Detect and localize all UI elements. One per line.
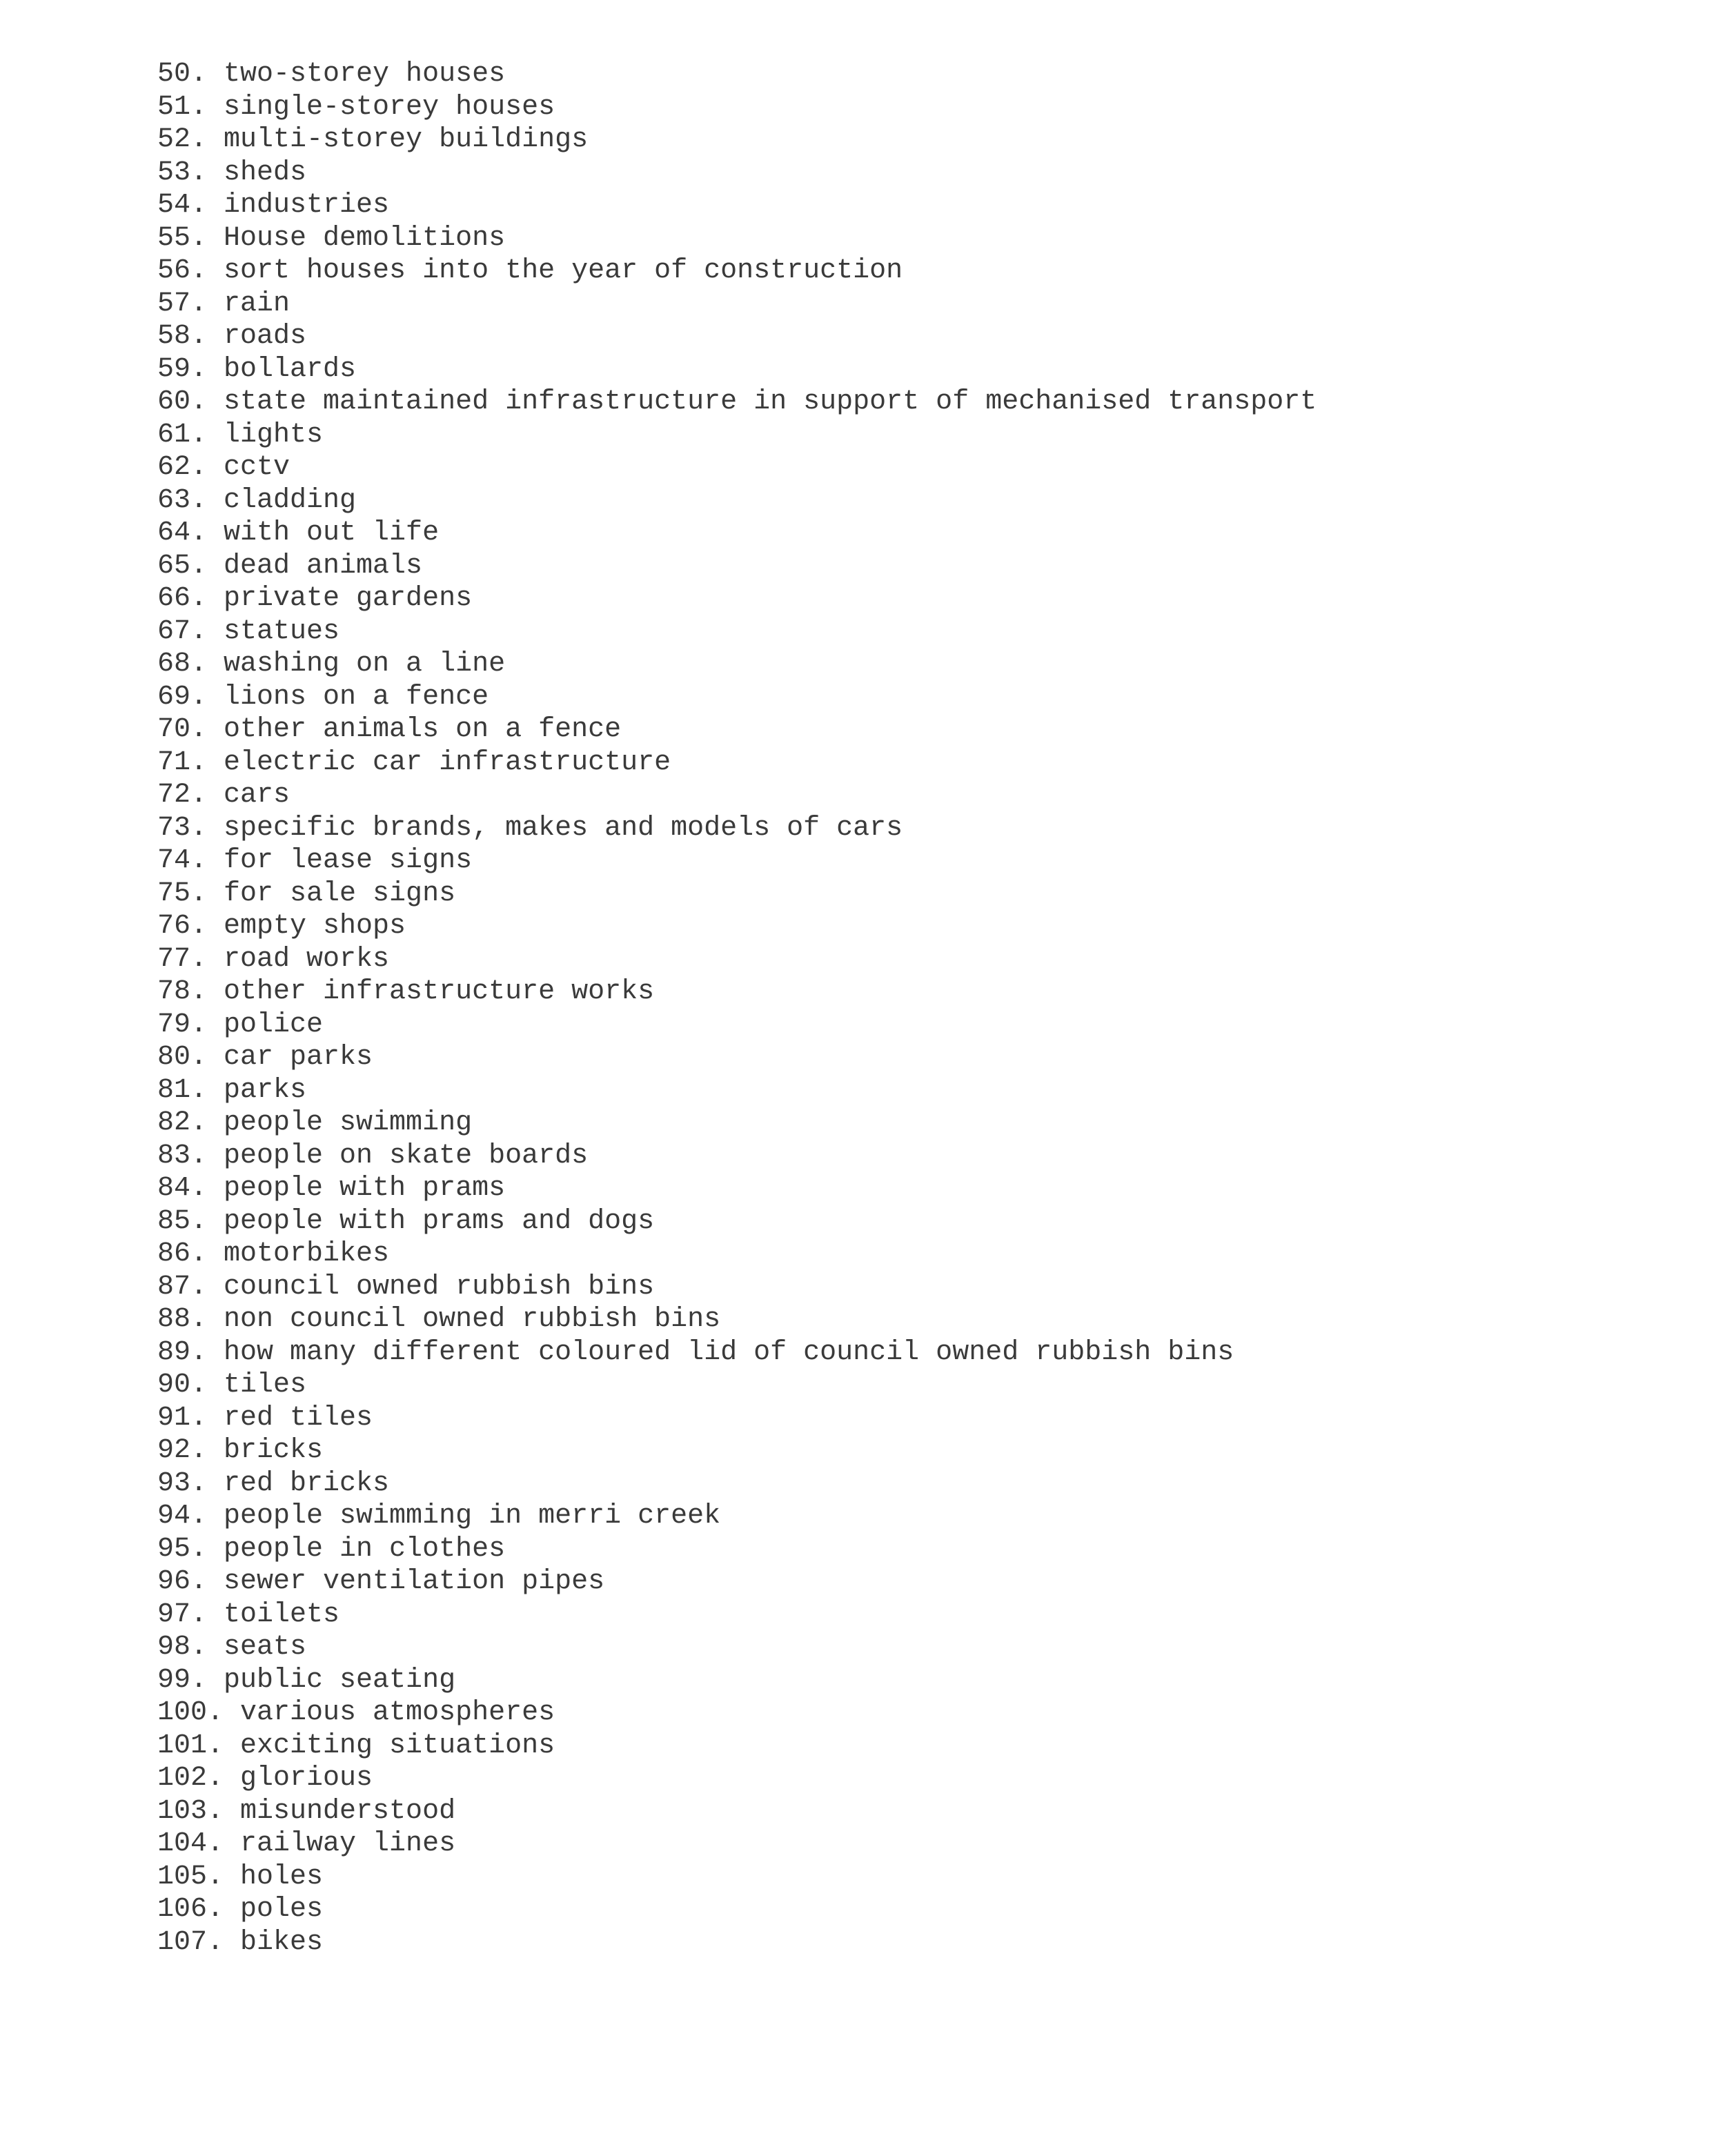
list-item: 57. rain <box>157 288 290 319</box>
list-item: 71. electric car infrastructure <box>157 746 671 778</box>
list-item: 54. industries <box>157 190 390 221</box>
list-item: 51. single-storey houses <box>157 91 555 123</box>
list-item: 94. people swimming in merri creek <box>157 1501 721 1532</box>
list-item: 106. poles <box>157 1894 324 1925</box>
list-item: 66. private gardens <box>157 583 473 614</box>
list-item: 90. tiles <box>157 1369 307 1401</box>
list-item: 88. non council owned rubbish bins <box>157 1304 721 1335</box>
list-item: 73. specific brands, makes and models of cars <box>157 812 903 844</box>
list-item: 104. railway lines <box>157 1828 456 1859</box>
list-item: 63. cladding <box>157 484 357 516</box>
list-item: 50. two-storey houses <box>157 59 506 90</box>
list-item: 105. holes <box>157 1861 324 1892</box>
list-item: 96. sewer ventilation pipes <box>157 1566 605 1597</box>
numbered-list <box>157 58 1317 1959</box>
list-item: 77. road works <box>157 943 390 975</box>
list-item: 62. cctv <box>157 452 290 483</box>
list-item: 72. cars <box>157 780 290 811</box>
list-item: 89. how many different coloured lid of council owned rubbish bins <box>157 1336 1234 1368</box>
list-item: 75. for sale signs <box>157 878 456 909</box>
list-item: 64. with out life <box>157 517 440 548</box>
list-item: 79. police <box>157 1009 324 1040</box>
list-item: 56. sort houses into the year of construction <box>157 255 903 286</box>
list-item: 95. people in clothes <box>157 1533 506 1565</box>
list-item: 81. parks <box>157 1074 307 1106</box>
list-item: 55. House demolitions <box>157 222 506 254</box>
list-item: 87. council owned rubbish bins <box>157 1271 655 1303</box>
list-item: 103. misunderstood <box>157 1795 456 1827</box>
list-item: 83. people on skate boards <box>157 1140 589 1171</box>
list-item: 61. lights <box>157 419 324 451</box>
list-item: 85. people with prams and dogs <box>157 1205 655 1237</box>
list-item: 101. exciting situations <box>157 1730 555 1761</box>
list-item: 58. roads <box>157 321 307 352</box>
list-item: 84. people with prams <box>157 1173 506 1204</box>
list-item: 86. motorbikes <box>157 1238 390 1269</box>
list-item: 107. bikes <box>157 1926 324 1958</box>
list-item: 97. toilets <box>157 1599 340 1630</box>
list-item: 91. red tiles <box>157 1402 373 1434</box>
list-item: 68. washing on a line <box>157 649 506 680</box>
list-item: 82. people swimming <box>157 1107 473 1138</box>
list-item: 53. sheds <box>157 157 307 188</box>
list-item: 59. bollards <box>157 353 357 385</box>
list-item: 70. other animals on a fence <box>157 714 622 745</box>
list-item: 92. bricks <box>157 1435 324 1466</box>
list-item: 52. multi-storey buildings <box>157 124 589 155</box>
list-item: 102. glorious <box>157 1763 373 1794</box>
list-item: 99. public seating <box>157 1664 456 1696</box>
list-item: 60. state maintained infrastructure in support of mechanised transport <box>157 386 1317 417</box>
list-item: 78. other infrastructure works <box>157 976 655 1007</box>
list-item: 74. for lease signs <box>157 845 473 876</box>
list-item: 80. car parks <box>157 1042 373 1073</box>
list-item: 69. lions on a fence <box>157 681 489 713</box>
list-item: 65. dead animals <box>157 550 423 582</box>
list-item: 76. empty shops <box>157 911 406 942</box>
list-item: 93. red bricks <box>157 1467 390 1499</box>
list-item: 98. seats <box>157 1632 307 1663</box>
list-item: 67. statues <box>157 615 340 647</box>
list-item: 100. various atmospheres <box>157 1697 555 1728</box>
